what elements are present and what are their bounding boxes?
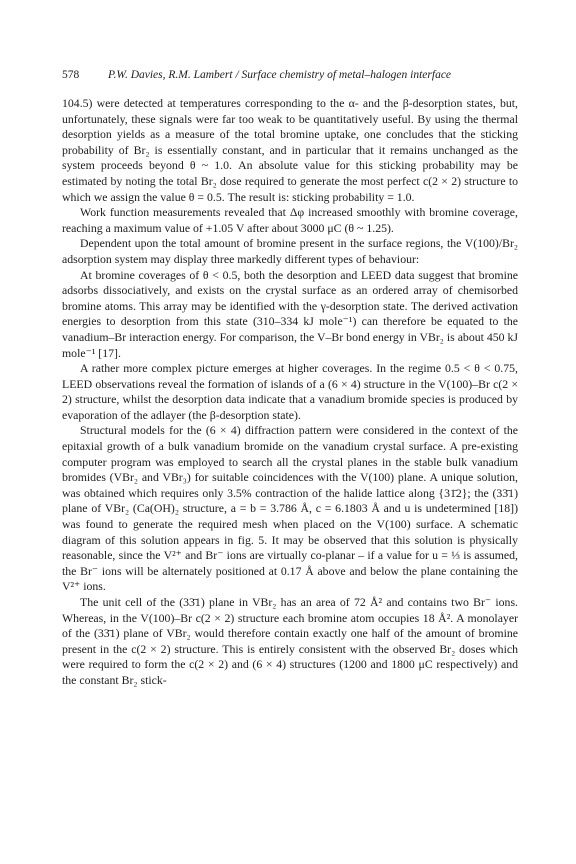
paragraph-3: Dependent upon the total amount of bromine present in the surface regions, the V(100)/Br₂ adsorption system may display three markedly different types of behaviour:	[62, 236, 518, 266]
page-number: 578	[62, 69, 80, 81]
paragraph-4: At bromine coverages of θ < 0.5, both the desorption and LEED data suggest that bromine adsorbs dissociatively, and exists on the crystal surface as an ordered array of chemisorbed bromine atoms. This array may be identified with the γ-desorption state. The derived activation energies to desorption from this state (310–334 kJ mole⁻¹) can therefore be equated to the vanadium–Br interaction energy. For comparison, the V–Br bond energy in VBr₂ is about 450 kJ mole⁻¹ [17].	[62, 267, 518, 360]
paragraph-2: Work function measurements revealed that Δφ increased smoothly with bromine coverage, reaching a maximum value of +1.05 V after about 3000 μC (θ ~ 1.25).	[62, 205, 518, 235]
paragraph-7: The unit cell of the (33̄1) plane in VBr₂ has an area of 72 Å² and contains two Br⁻ ions. Whereas, in the V(100)–Br c(2 × 2) structure each bromine atom occupies 18 Å². A monolayer of the (33̄1) plane of VBr₂ would therefore contain exactly one half of the amount of bromine present in the c(2 × 2) structure. This is entirely consistent with the observed Br₂ doses which were required to form the c(2 × 2) and (6 × 4) structures (1200 and 1800 μC respectively) and the constant Br₂ stick-	[62, 595, 518, 687]
running-title: P.W. Davies, R.M. Lambert / Surface chemistry of metal–halogen interface	[108, 69, 452, 81]
paragraph-6: Structural models for the (6 × 4) diffraction pattern were considered in the context of the epitaxial growth of a bulk vanadium bromide on the vanadium crystal surface. A pre-existing computer program was employed to search all the crystal planes in the stable bulk vanadium bromides (VBr₂ and VBr₃) for suitable coincidences with the V(100) plane. A unique solution, was obtained which requires only 3.5% contraction of the halide lattice along {31̄2}; the (33̄1) plane of VBr₂ (Ca(OH)₂ structure, a = b = 3.786 Å, c = 6.1803 Å and u is undetermined [18]) was found to generate the required mesh when placed on the V(100) surface. A schematic diagram of this solution appears in fig. 5. It may be observed that this solution is physically reasonable, since the V²⁺ and Br⁻ ions are virtually co-planar – if a value for u = ⅓ is assumed, the Br⁻ ions will be alternately positioned at 0.17 Å above and below the plane containing the V²⁺ ions.	[62, 423, 518, 594]
paragraph-1: 104.5) were detected at temperatures corresponding to the α- and the β-desorption states, but, unfortunately, these signals were far too weak to be quantitatively useful. By using the thermal desorption yields as a measure of the total bromine uptake, one concludes that the sticking probability of Br₂ is essentially constant, and in particular that it remains unchanged as the system proceeds beyond θ ~ 1.0. An absolute value for this sticking probability may be estimated by noting the total Br₂ dose required to generate the most perfect c(2 × 2) structure to which we assign the value θ = 0.5. The result is: sticking probability = 1.0.	[62, 96, 518, 204]
paragraph-5: A rather more complex picture emerges at higher coverages. In the regime 0.5 < θ < 0.75, LEED observations reveal the formation of islands of a (6 × 4) structure in the V(100)–Br c(2 × 2) structure, whilst the desorption data indicate that a vanadium bromide species is produced by evaporation of the adlayer (the β-desorption state).	[62, 361, 518, 422]
body-text	[62, 96, 518, 689]
page-header	[62, 68, 522, 82]
